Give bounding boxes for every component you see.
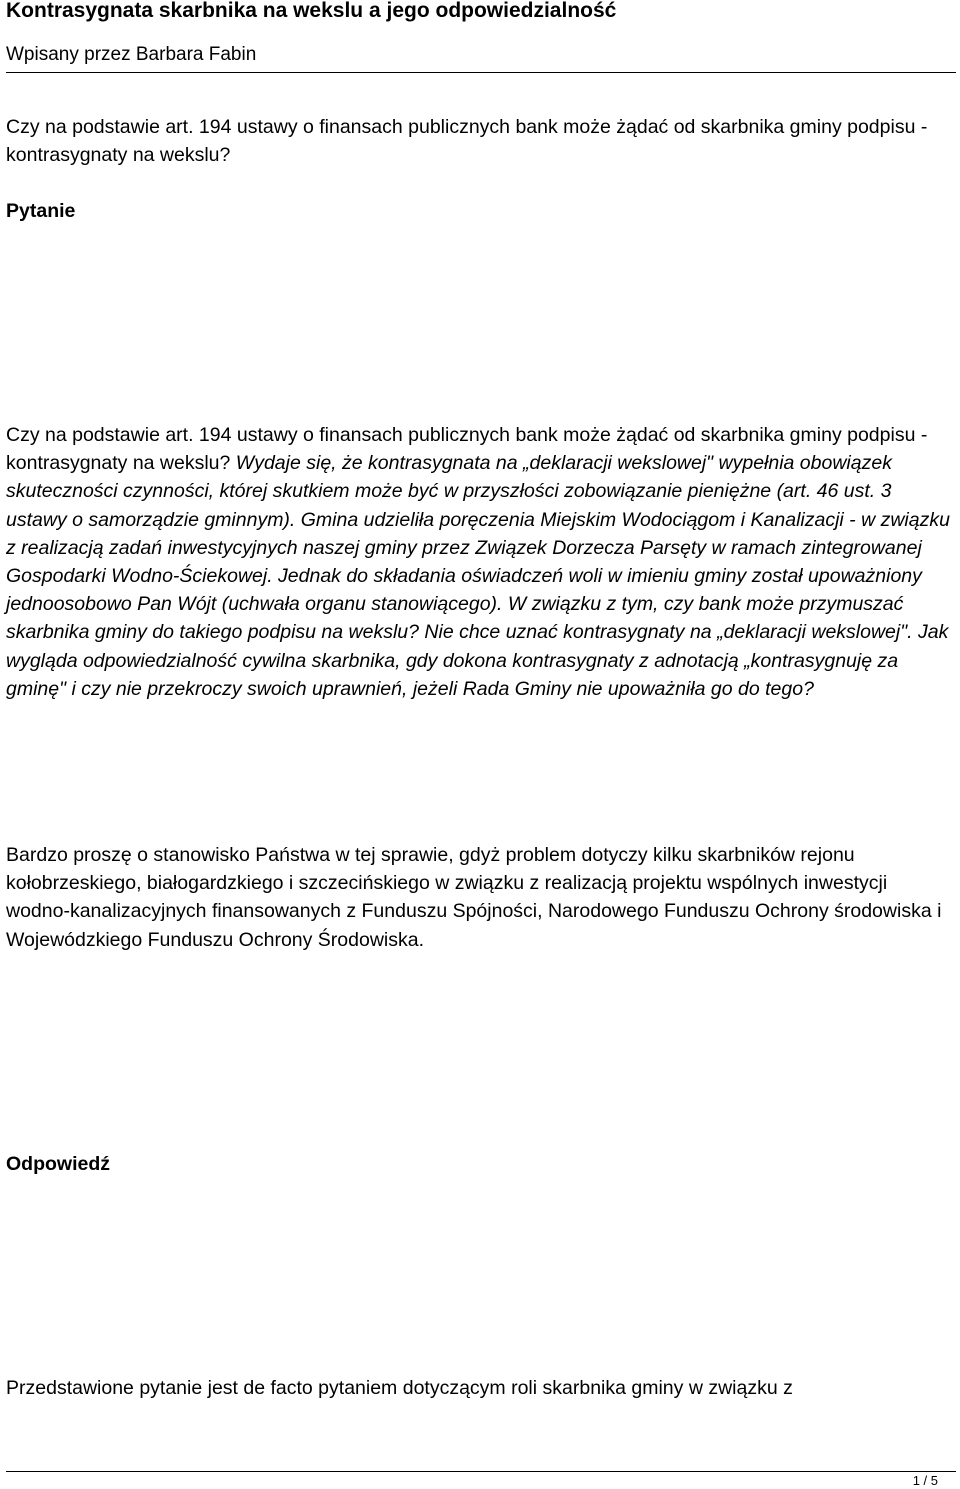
question-text-plain: Czy na podstawie art. 194 ustawy o finansach publicznych bank może żądać od skarbnika gminy podpisu - kontrasygnaty na wekslu? bbox=[6, 424, 928, 475]
intro-paragraph: Czy na podstawie art. 194 ustawy o finansach publicznych bank może żądać od skarbnika gminy podpisu - kontrasygnaty na wekslu? bbox=[6, 116, 928, 167]
answer-paragraph: Przedstawione pytanie jest de facto pytaniem dotyczącym roli skarbnika gminy w związku z bbox=[6, 1377, 793, 1399]
question-heading: Pytanie bbox=[6, 200, 76, 222]
document-title: Kontrasygnata skarbnika na wekslu a jego odpowiedzialność bbox=[6, 0, 617, 22]
question-text-italic: Wydaje się, że kontrasygnata na „deklaracji wekslowej" wypełnia obowiązek skuteczności czynności, której skutkiem może być w przyszłości zobowiązanie pieniężne (art. 46 ust. 3 ustawy o samorządzie gminnym). Gmina udzieliła poręczenia Miejskim Wodociągom i Kanalizacji - w związku z realizacją zadań inwestycyjnych naszej gminy przez Związek Dorzecza Parsęty w ramach zintegrowanej Gospodarki Wodno-Ściekowej. Jednak do składania oświadczeń woli w imieniu gminy został upoważniony jednoosobowo Pan Wójt (uchwała organu stanowiącego). W związku z tym, czy bank może przymuszać skarbnika gminy do takiego podpisu na wekslu? Nie chce uznać kontrasygnaty na „deklaracji wekslowej". Jak wygląda odpowiedzialność cywilna skarbnika, gdy dokona kontrasygnaty z adnotacją „kontrasygnuję za gminę" i czy nie przekroczy swoich uprawnień, jeżeli Rada Gminy nie upoważniła go do tego? bbox=[6, 452, 950, 700]
header-divider bbox=[6, 72, 956, 73]
answer-heading: Odpowiedź bbox=[6, 1153, 110, 1175]
question-paragraph bbox=[6, 421, 956, 703]
footer-divider bbox=[6, 1471, 956, 1472]
request-paragraph: Bardzo proszę o stanowisko Państwa w tej sprawie, gdyż problem dotyczy kilku skarbników rejonu kołobrzeskiego, białogardzkiego i szczecińskiego w związku z realizacją projektu wspólnych inwestycji wodno-kanalizacyjnych finansowanych z Funduszu Spójności, Narodowego Funduszu Ochrony środowiska i Wojewódzkiego Funduszu Ochrony Środowiska. bbox=[6, 844, 942, 951]
author-line: Wpisany przez Barbara Fabin bbox=[6, 44, 257, 65]
page-number: 1 / 5 bbox=[912, 1473, 938, 1488]
